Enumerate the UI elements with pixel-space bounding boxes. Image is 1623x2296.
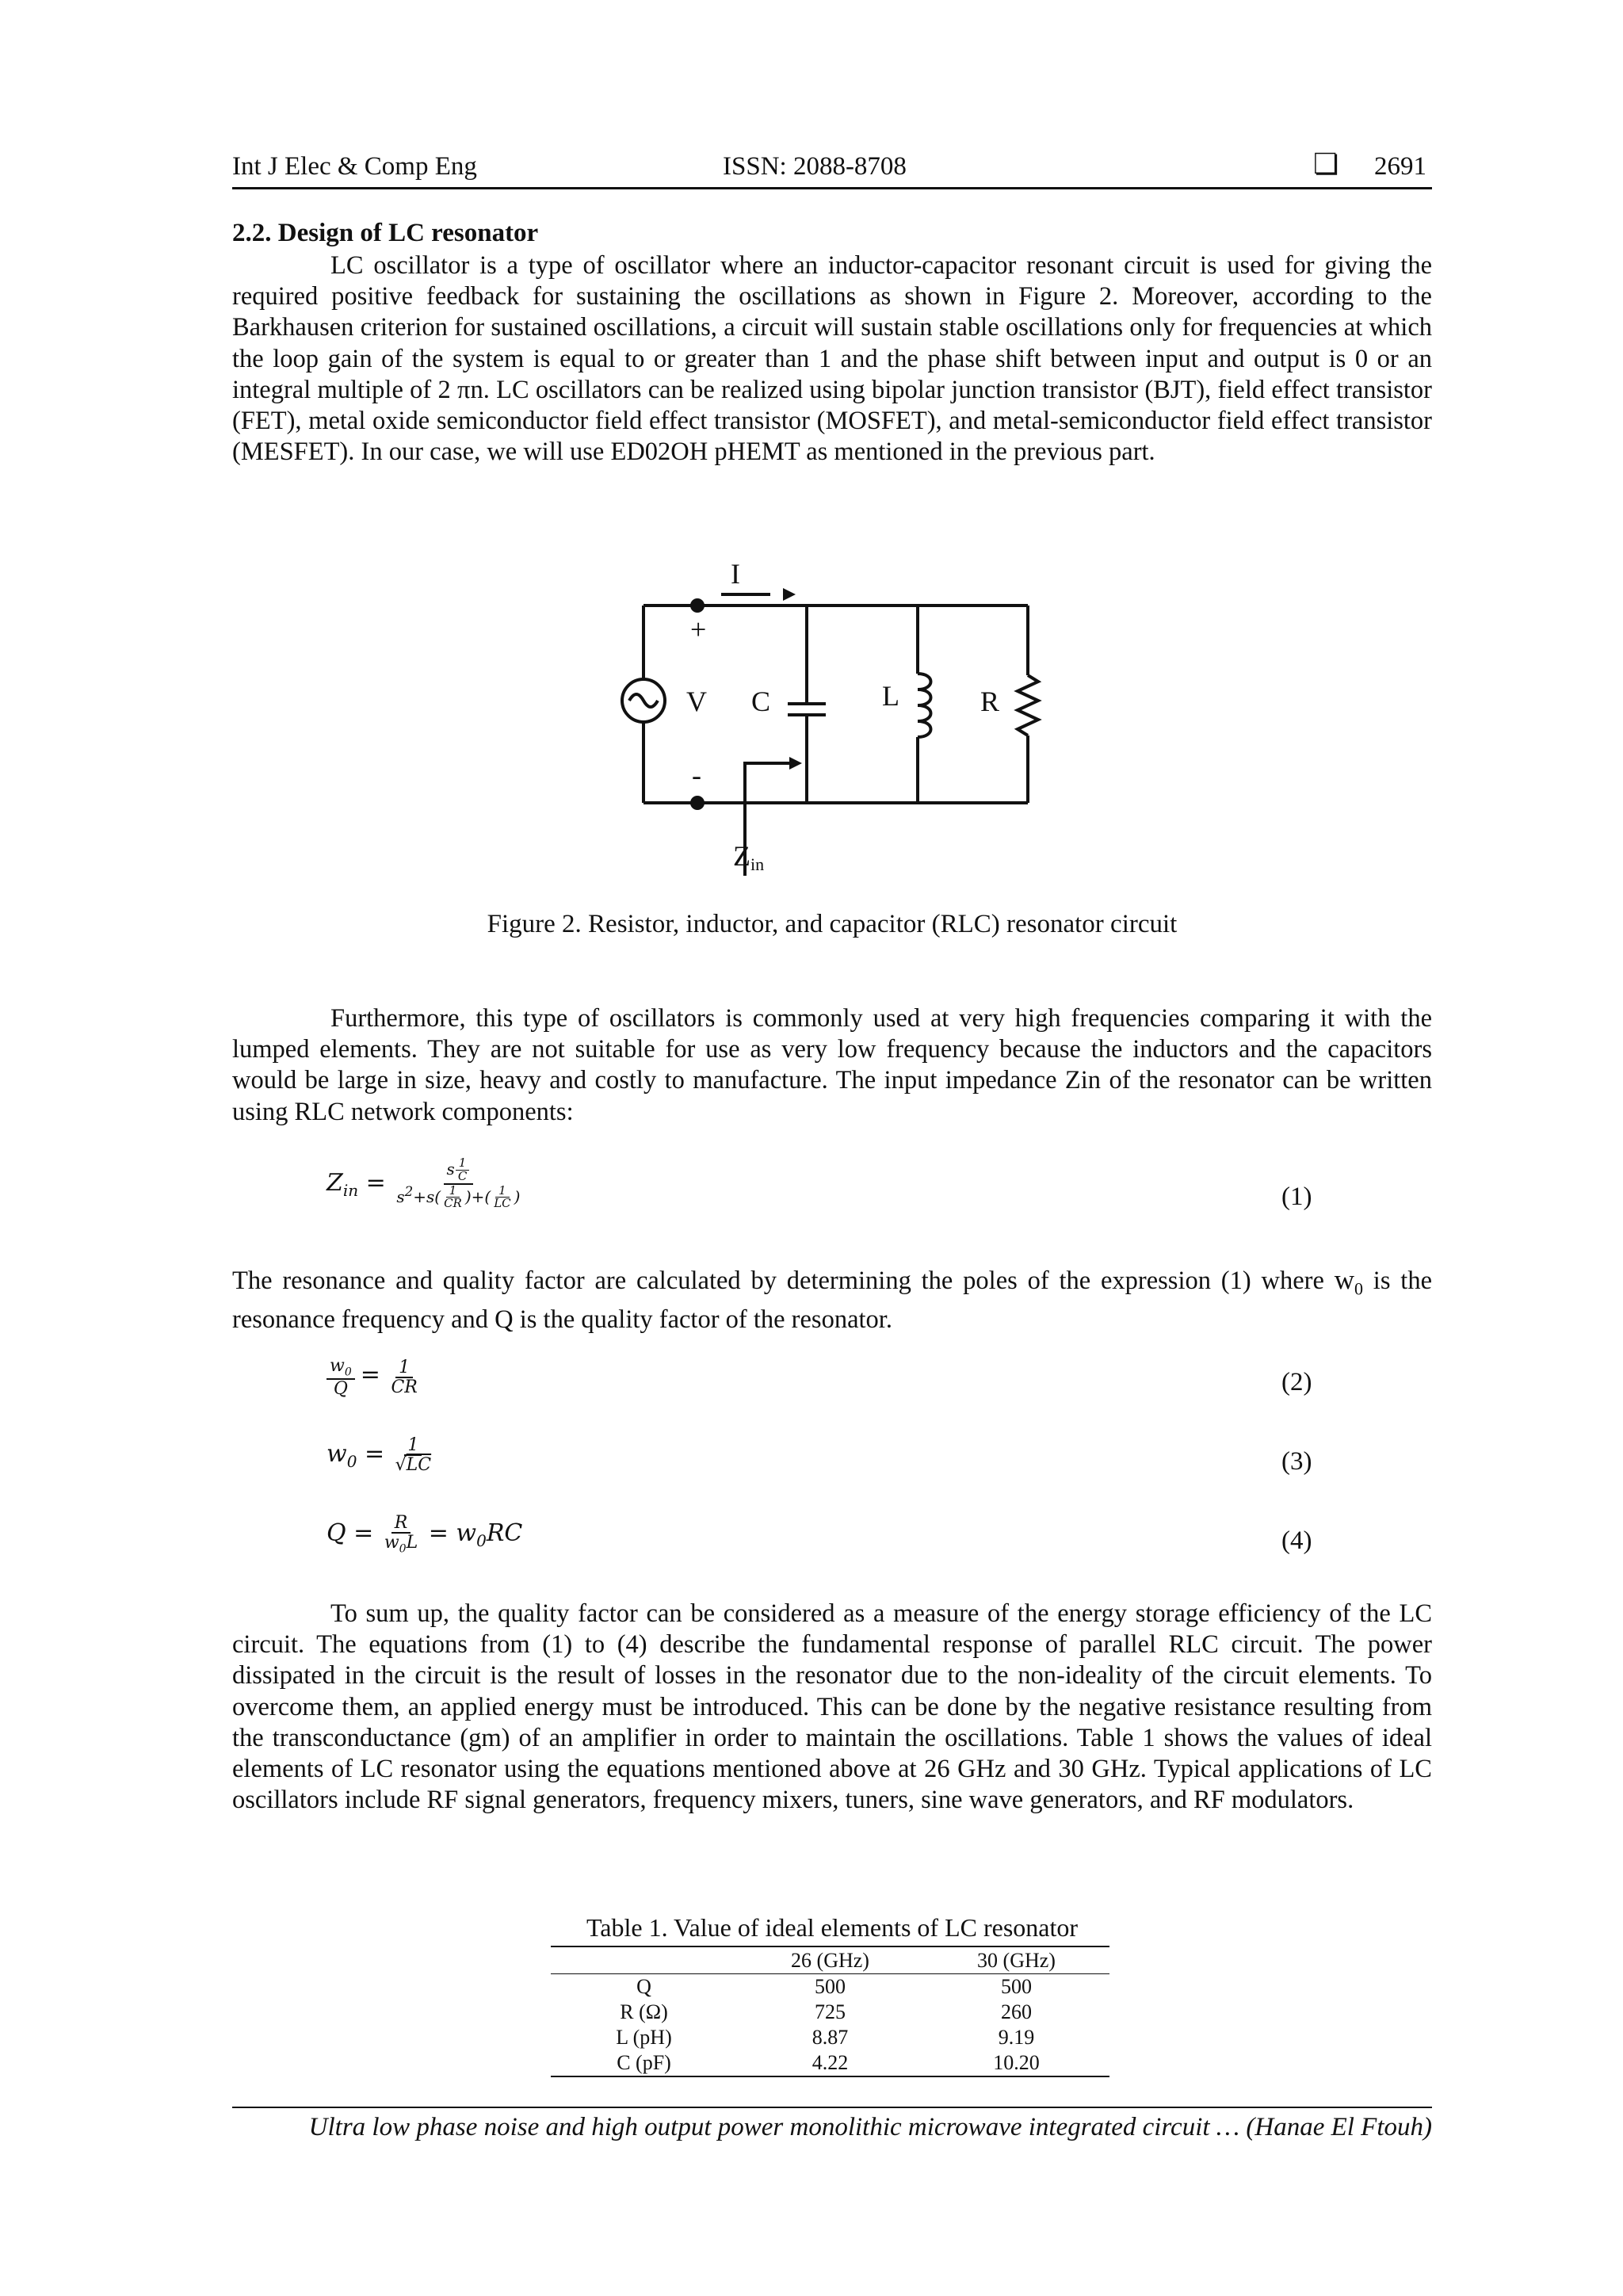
label-inductor: L bbox=[882, 680, 899, 712]
values-table bbox=[551, 1948, 1109, 2077]
label-resistor: R bbox=[980, 686, 1000, 717]
table-cell: R (Ω) bbox=[620, 2000, 668, 2023]
table-cell: 4.22 bbox=[812, 2051, 849, 2074]
equation-4-number: (4) bbox=[1281, 1526, 1312, 1555]
footer-running-title: Ultra low phase noise and high output power monolithic microwave integrated circuit … (Hanae El Ftouh) bbox=[308, 2113, 1432, 2141]
footer-rule bbox=[232, 2107, 1432, 2108]
box-icon: ❏ bbox=[1313, 148, 1339, 180]
table-cell: 500 bbox=[815, 1975, 846, 1998]
inductor-coil-icon bbox=[918, 674, 931, 737]
label-capacitor: C bbox=[751, 686, 771, 717]
paragraph-4: To sum up, the quality factor can be considered as a measure of the energy storage efficiency of the LC circuit. The equations from (1) to (4) describe the fundamental response of parallel RLC circuit. The power dissipated in the circuit is the result of losses in the resonator due to the non-ideality of the circuit elements. To overcome them, an applied energy must be introduced. This can be done by the negative resistance resulting from the transconductance (gm) of an amplifier in order to maintain the oscillations. Table 1 shows the values of ideal elements of LC resonator using the equations mentioned above at 26 GHz and 30 GHz. Typical applications of LC oscillators include RF signal generators, frequency mixers, tuners, sine wave generators, and RF modulators. bbox=[232, 1599, 1432, 1815]
equation-4: Q = $\frac{R}{w_0L}$ = $w_0RC$ bbox=[327, 1513, 523, 1556]
table-cell: 260 bbox=[1001, 2000, 1032, 2023]
journal-name: Int J Elec & Comp Eng bbox=[232, 152, 477, 181]
table-cell: 8.87 bbox=[812, 2026, 849, 2049]
section-title: 2.2. Design of LC resonator bbox=[232, 219, 539, 247]
zin-arrowhead-icon bbox=[789, 757, 802, 770]
paragraph-1: LC oscillator is a type of oscillator where an inductor-capacitor resonant circuit is used for giving the required positive feedback for sustaining the oscillations as shown in Figure 2. Moreover, according to the Barkhausen criterion for sustained oscillations, a circuit will sustain stable oscillations only for frequencies at which the loop gain of the system is equal to or greater than 1 and the phase shift between input and output is 0 or an integral multiple of 2 πn. LC oscillators can be realized using bipolar junction transistor (BJT), field effect transistor (FET), metal oxide semiconductor field effect transistor (MOSFET), and metal-semiconductor field effect transistor (MESFET). In our case, we will use ED02OH pHEMT as mentioned in the previous part. bbox=[232, 251, 1432, 467]
table-header-cell: 26 (GHz) bbox=[791, 1949, 869, 1972]
table-cell: 10.20 bbox=[993, 2051, 1040, 2074]
table-cell: L (pH) bbox=[616, 2026, 672, 2049]
table-header-cell bbox=[551, 1948, 737, 1974]
figure-caption: Figure 2. Resistor, inductor, and capacitor (RLC) resonator circuit bbox=[487, 910, 1178, 938]
table-header-row bbox=[551, 1948, 1109, 1974]
table-row bbox=[551, 2050, 1109, 2076]
table-row bbox=[551, 2000, 1109, 2025]
table-cell: 9.19 bbox=[998, 2026, 1035, 2049]
table-top-rule bbox=[551, 1946, 1109, 1947]
equation-3-number: (3) bbox=[1281, 1447, 1312, 1476]
table-cell: 725 bbox=[815, 2000, 846, 2023]
current-arrowhead-icon bbox=[783, 588, 796, 601]
paragraph-2: Furthermore, this type of oscillators is commonly used at very high frequencies comparing it with the lumped elements. They are not suitable for use as very low frequency because the inductors and the capacitors would be large in size, heavy and costly to manufacture. The input impedance Zin of the resonator can be written using RLC network components: bbox=[232, 1004, 1432, 1126]
sine-wave-icon bbox=[629, 694, 658, 707]
label-source: V bbox=[686, 686, 707, 717]
equation-2-number: (2) bbox=[1281, 1368, 1312, 1396]
table-header-cell: 30 (GHz) bbox=[977, 1949, 1056, 1972]
header-rule bbox=[232, 187, 1432, 189]
table-cell: Q bbox=[636, 1975, 651, 1998]
equation-2: $\frac{w_0}{Q}$ = $\frac{1}{CR}$ bbox=[327, 1357, 421, 1398]
paragraph-3: The resonance and quality factor are calculated by determining the poles of the expression (1) where $w_0$ is the resonance frequency and Q is the quality factor of the resonator. bbox=[232, 1264, 1432, 1334]
label-zin: Z bbox=[733, 840, 750, 872]
top-terminal-dot bbox=[690, 598, 705, 613]
label-zin-sub: in bbox=[750, 854, 765, 874]
equation-1-number: (1) bbox=[1281, 1182, 1312, 1211]
issn: ISSN: 2088-8708 bbox=[723, 152, 907, 181]
page-number: 2691 bbox=[1374, 152, 1426, 181]
w0-symbol: w bbox=[1334, 1264, 1354, 1295]
rlc-circuit-figure bbox=[602, 555, 1062, 888]
table-cell: 500 bbox=[1001, 1975, 1032, 1998]
bottom-terminal-dot bbox=[690, 796, 705, 810]
table-cell: C (pF) bbox=[617, 2051, 671, 2074]
table-caption: Table 1. Value of ideal elements of LC resonator bbox=[586, 1913, 1079, 1942]
equation-3: $w_0$ = $\frac{1}{√LC}$ bbox=[327, 1435, 432, 1476]
equation-1: $Z_{in}$ = s $\frac{1}{C}$ $s^2+s$( $\frac{1}{CR}$ )+( $\frac{1}{LC}$ ) bbox=[327, 1156, 521, 1211]
resistor-zigzag-icon bbox=[1018, 675, 1038, 735]
label-minus: - bbox=[692, 759, 701, 791]
label-plus: + bbox=[690, 613, 707, 645]
label-current: I bbox=[731, 558, 740, 590]
table-row bbox=[551, 2025, 1109, 2050]
table-row bbox=[551, 1974, 1109, 2000]
